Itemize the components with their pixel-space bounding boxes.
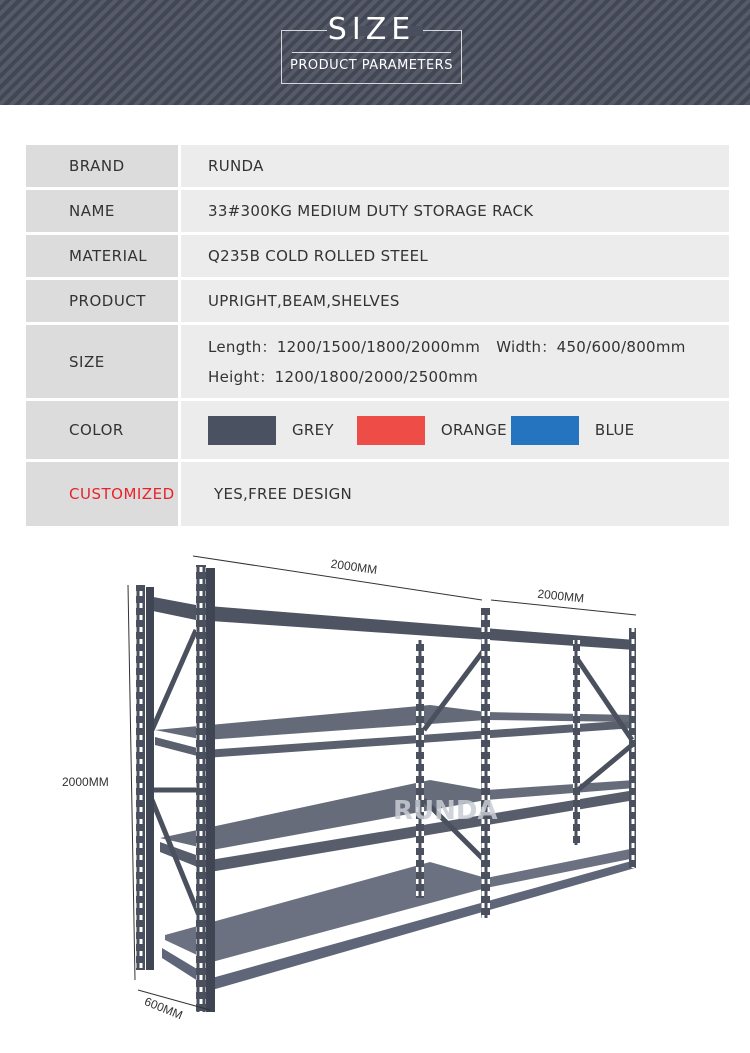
size-length: Length：1200/1500/1800/2000mm — [208, 337, 481, 356]
dimension-width-left: 2000MM — [329, 556, 379, 577]
parameters-table — [26, 145, 729, 529]
material-value: Q235B COLD ROLLED STEEL — [181, 235, 729, 277]
header-banner — [0, 0, 750, 105]
name-label: NAME — [26, 190, 178, 232]
section-subtitle: PRODUCT PARAMETERS — [290, 58, 453, 73]
size-line-1 — [208, 332, 686, 362]
table-row-brand — [26, 145, 729, 187]
dimension-depth: 600MM — [142, 994, 185, 1023]
size-value — [181, 325, 729, 398]
name-value: 33#300KG MEDIUM DUTY STORAGE RACK — [181, 190, 729, 232]
section-title: SIZE — [327, 12, 416, 47]
table-row-material — [26, 235, 729, 277]
storage-rack-illustration — [0, 540, 750, 1053]
color-swatch-blue — [511, 416, 579, 445]
size-width: Width：450/600/800mm — [496, 337, 686, 356]
brand-value: RUNDA — [181, 145, 729, 187]
brand-label: BRAND — [26, 145, 178, 187]
brand-watermark: RUNDA — [393, 796, 498, 826]
size-line-2 — [208, 362, 478, 392]
customized-value: YES,FREE DESIGN — [181, 462, 729, 526]
customized-label: CUSTOMIZED — [26, 462, 178, 526]
color-value — [181, 401, 729, 459]
product-label: PRODUCT — [26, 280, 178, 322]
product-value: UPRIGHT,BEAM,SHELVES — [181, 280, 729, 322]
shelf-decks — [148, 596, 635, 990]
color-name-blue: BLUE — [594, 421, 635, 439]
table-row-product — [26, 280, 729, 322]
color-swatch-orange — [357, 416, 425, 445]
dimension-width-right: 2000MM — [536, 586, 585, 606]
color-name-grey: GREY — [292, 421, 334, 439]
dimension-height: 2000MM — [62, 775, 109, 789]
title-divider — [292, 52, 451, 53]
material-label: MATERIAL — [26, 235, 178, 277]
color-options — [208, 416, 657, 445]
color-swatch-grey — [208, 416, 276, 445]
table-row-customized — [26, 462, 729, 526]
size-label: SIZE — [26, 325, 178, 398]
size-height: Height：1200/1800/2000/2500mm — [208, 367, 479, 386]
color-label: COLOR — [26, 401, 178, 459]
table-row-color — [26, 401, 729, 459]
color-name-orange: ORANGE — [440, 421, 507, 439]
table-row-name — [26, 190, 729, 232]
table-row-size — [26, 325, 729, 398]
